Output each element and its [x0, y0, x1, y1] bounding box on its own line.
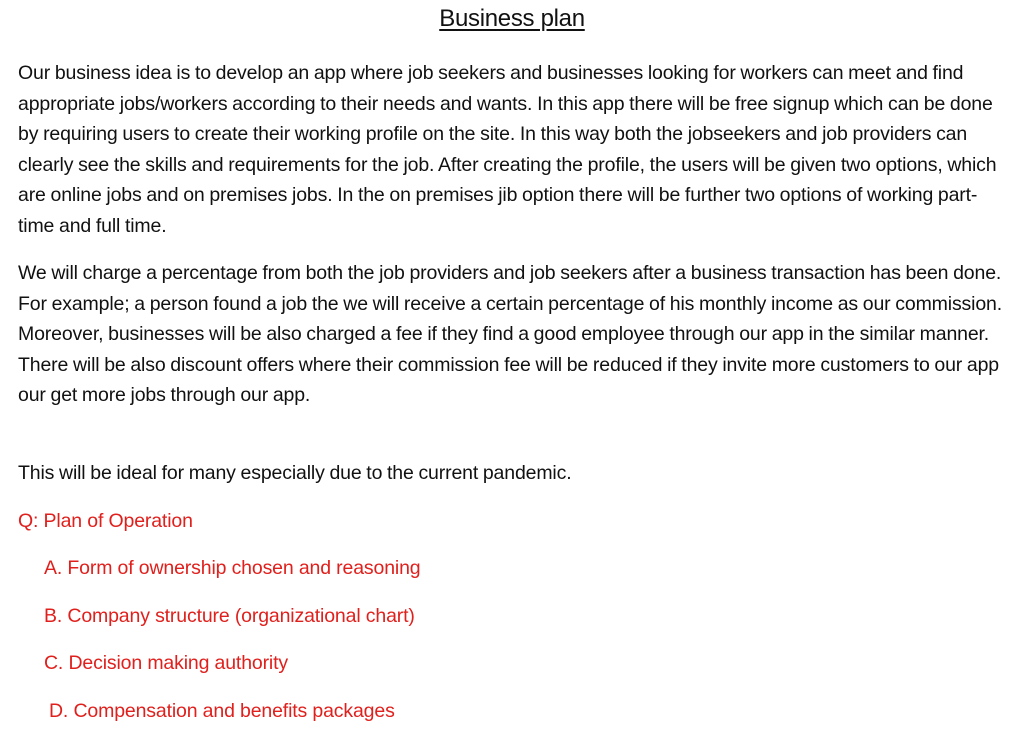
question-item-b: B. Company structure (organizational chart): [44, 605, 415, 627]
question-item-d: D. Compensation and benefits packages: [49, 700, 395, 722]
question-heading: Q: Plan of Operation: [18, 510, 193, 532]
paragraph-pandemic-note: This will be ideal for many especially due to the current pandemic.: [18, 462, 572, 484]
paragraph-revenue-model: We will charge a percentage from both the job providers and job seekers after a business transaction has been done. For example; a person found a job the we will receive a certain percentage of his monthly income as our commission. Moreover, businesses will be also charged a fee if they find a good employee through our app in the similar manner. There will be also discount offers where their commission fee will be reduced if they invite more customers to our app our get more jobs through our app.: [18, 262, 1002, 406]
paragraph-business-idea: Our business idea is to develop an app where job seekers and businesses looking for workers can meet and find appropriate jobs/workers according to their needs and wants. In this app there will be free signup which can be done by requiring users to create their working profile on the site. In this way both the jobseekers and job providers can clearly see the skills and requirements for the job. After creating the profile, the users will be given two options, which are online jobs and on premises jobs. In the on premises jib option there will be further two options of working part-time and full time.: [18, 62, 997, 237]
question-item-c: C. Decision making authority: [44, 652, 288, 674]
page-title: Business plan: [439, 5, 585, 32]
question-item-a: A. Form of ownership chosen and reasoning: [44, 557, 421, 579]
